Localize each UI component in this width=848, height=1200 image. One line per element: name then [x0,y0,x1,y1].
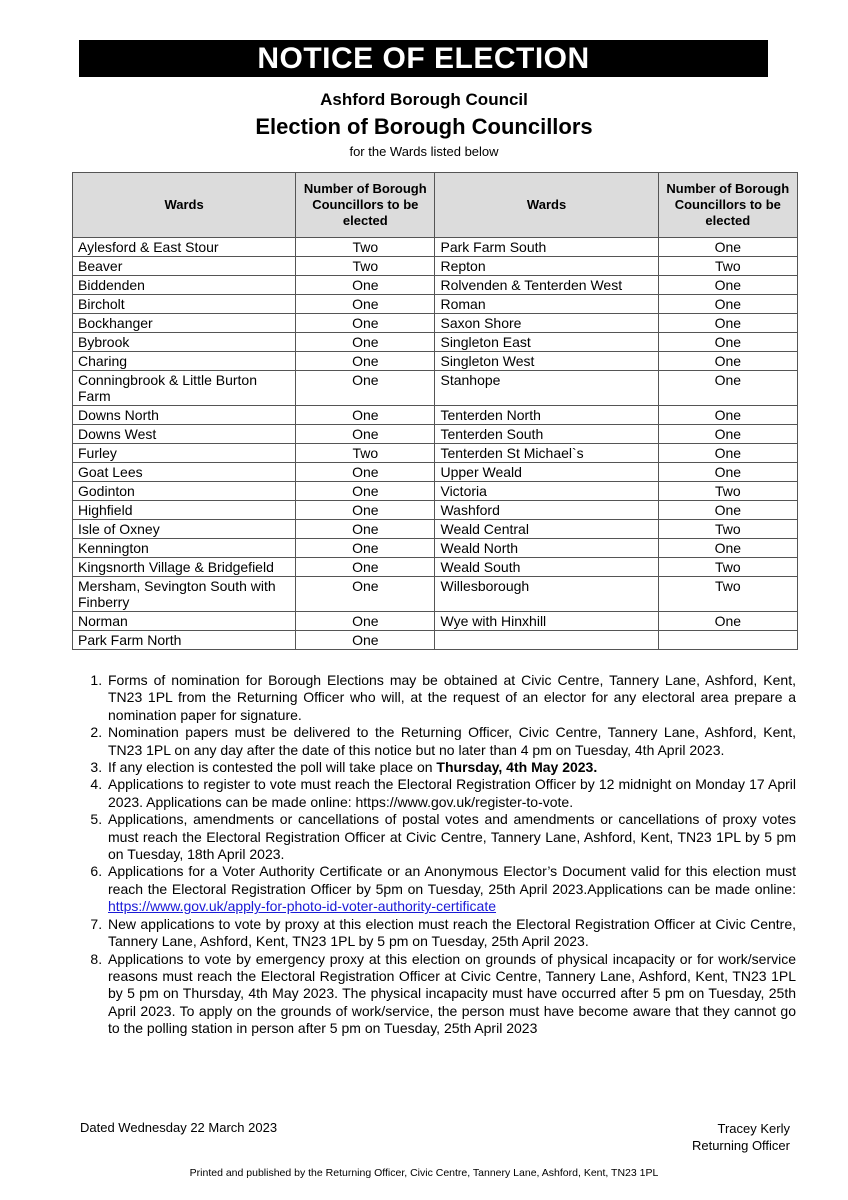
ward-name-cell: Weald North [435,539,658,558]
ward-name-cell: Kingsnorth Village & Bridgefield [73,558,296,577]
councillor-count-cell: Two [296,238,435,257]
ward-name-cell: Furley [73,444,296,463]
ward-name-cell: Conningbrook & Little Burton Farm [73,371,296,406]
ward-name-cell: Singleton East [435,333,658,352]
councillor-count-cell: One [296,352,435,371]
voter-authority-link[interactable]: https://www.gov.uk/apply-for-photo-id-voter-authority-certificate [108,898,497,915]
note-text: New applications to vote by proxy at this election must reach the Electoral Registration Officer at Civic Centre, Tannery Lane, Ashford, Kent, TN23 1PL by 5 pm on Tuesday, 25th April 2023. [108,915,796,950]
councillor-count-cell: One [296,314,435,333]
election-title: Election of Borough Councillors [255,114,593,139]
ward-name-cell: Kennington [73,539,296,558]
ward-name-cell: Saxon Shore [435,314,658,333]
ward-name-cell: Tenterden North [435,406,658,425]
councillor-count-cell: One [658,612,797,631]
ward-name-cell: Mersham, Sevington South with Finberry [73,577,296,612]
ward-name-cell: Aylesford & East Stour [73,238,296,257]
councillor-count-cell: One [296,276,435,295]
column-header: Number of Borough Councillors to be elected [296,173,435,238]
table-row [73,276,798,295]
councillor-count-cell: One [658,463,797,482]
ward-name-cell: Weald South [435,558,658,577]
table-row [73,631,798,650]
column-header: Wards [435,173,658,238]
ward-name-cell: Downs West [73,425,296,444]
table-row [73,577,798,612]
note-text: If any election is contested the poll will take place on [108,759,437,776]
councillor-count-cell: Two [296,257,435,276]
councillor-count-cell [658,631,797,650]
ward-name-cell: Wye with Hinxhill [435,612,658,631]
ward-name-cell: Godinton [73,482,296,501]
ward-name-cell: Park Farm South [435,238,658,257]
ward-name-cell: Bybrook [73,333,296,352]
councillor-count-cell: One [658,333,797,352]
ward-name-cell: Stanhope [435,371,658,406]
table-row [73,558,798,577]
table-row [73,539,798,558]
councillor-count-cell: One [658,314,797,333]
column-header: Wards [73,173,296,238]
dated-line: Dated Wednesday 22 March 2023 [80,1120,278,1135]
ward-name-cell: Goat Lees [73,463,296,482]
councillor-count-cell: One [658,501,797,520]
councillor-count-cell: Two [658,577,797,612]
councillor-count-cell: One [658,406,797,425]
note-item [106,951,796,1038]
table-row [73,371,798,406]
ward-name-cell: Tenterden St Michael`s [435,444,658,463]
ward-name-cell: Singleton West [435,352,658,371]
note-text: Nomination papers must be delivered to the Returning Officer, Civic Centre, Tannery Lane, Ashford, Kent, TN23 1PL on any day after the date of this notice but no later than 4 pm on Tuesday, 4th April 2023. [108,724,796,758]
notice-banner: NOTICE OF ELECTION [79,40,768,77]
ward-name-cell: Highfield [73,501,296,520]
table-row [73,463,798,482]
note-item [106,776,796,811]
table-row [73,612,798,631]
table-row [73,352,798,371]
councillor-count-cell: Two [658,558,797,577]
note-text: Forms of nomination for Borough Elections may be obtained at Civic Centre, Tannery Lane, Ashford, Kent, TN23 1PL from the Returning Officer who will, at the request of an elector for any electoral area prepare a nomination paper for signature. [108,672,796,723]
ward-name-cell: Bircholt [73,295,296,314]
councillor-count-cell: One [296,520,435,539]
imprint-footer: Printed and published by the Returning Officer, Civic Centre, Tannery Lane, Ashford, Kent, TN23 1PL [189,1167,659,1179]
ward-name-cell: Charing [73,352,296,371]
councillor-count-cell: One [658,276,797,295]
ward-name-cell: Washford [435,501,658,520]
councillor-count-cell: One [658,539,797,558]
signer-role: Returning Officer [691,1138,790,1153]
councillor-count-cell: Two [658,482,797,501]
note-item [106,672,796,724]
councillor-count-cell: One [658,238,797,257]
councillor-count-cell: One [658,352,797,371]
councillor-count-cell: Two [658,257,797,276]
note-item [106,916,796,951]
table-row [73,444,798,463]
table-row [73,501,798,520]
councillor-count-cell: One [296,406,435,425]
ward-name-cell: Roman [435,295,658,314]
councillor-count-cell: One [296,371,435,406]
ward-name-cell [435,631,658,650]
councillor-count-cell: One [296,612,435,631]
signer-name: Tracey Kerly [717,1121,790,1136]
subtitle: for the Wards listed below [349,144,499,159]
ward-name-cell: Biddenden [73,276,296,295]
note-text: Applications, amendments or cancellations of postal votes and amendments or cancellations of proxy votes must reach the Electoral Registration Officer at Civic Centre, Tannery Lane, Ashford, Kent, TN23 1PL by 5 pm on Tuesday, 18th April 2023. [108,811,796,863]
table-row [73,333,798,352]
ward-name-cell: Rolvenden & Tenterden West [435,276,658,295]
note-item [106,811,796,863]
councillor-count-cell: One [296,463,435,482]
ward-name-cell: Norman [73,612,296,631]
note-item [106,759,796,776]
ward-name-cell: Beaver [73,257,296,276]
table-row [73,238,798,257]
ward-name-cell: Downs North [73,406,296,425]
councillor-count-cell: One [296,631,435,650]
note-text: Applications for a Voter Authority Certificate or an Anonymous Elector’s Document valid for this election must reach the Electoral Registration Officer by 5pm on Tuesday, 25th April 2023.Applications can be made online: [108,863,796,897]
ward-name-cell: Willesborough [435,577,658,612]
councillor-count-cell: One [296,539,435,558]
notes-list [80,672,796,1038]
ward-name-cell: Weald Central [435,520,658,539]
table-body [73,238,798,650]
table-row [73,314,798,333]
councillor-count-cell: One [296,295,435,314]
table-header-row [73,173,798,238]
ward-name-cell: Park Farm North [73,631,296,650]
councillor-count-cell: One [296,558,435,577]
column-header: Number of Borough Councillors to be elected [658,173,797,238]
councillor-count-cell: One [658,371,797,406]
table-row [73,406,798,425]
councillor-count-cell: One [296,501,435,520]
table-row [73,295,798,314]
councillor-count-cell: Two [296,444,435,463]
signature-block [692,1120,790,1154]
councillor-count-cell: One [296,333,435,352]
ward-name-cell: Isle of Oxney [73,520,296,539]
table-row [73,257,798,276]
ward-name-cell: Victoria [435,482,658,501]
council-name: Ashford Borough Council [320,90,528,109]
wards-table [72,172,798,650]
councillor-count-cell: One [658,444,797,463]
ward-name-cell: Repton [435,257,658,276]
councillor-count-cell: One [658,295,797,314]
poll-date: Thursday, 4th May 2023. [436,759,598,776]
councillor-count-cell: One [296,482,435,501]
note-item [106,863,796,915]
ward-name-cell: Bockhanger [73,314,296,333]
councillor-count-cell: One [296,577,435,612]
note-item [106,724,796,759]
table-row [73,482,798,501]
councillor-count-cell: One [658,425,797,444]
councillor-count-cell: Two [658,520,797,539]
table-row [73,425,798,444]
note-text: Applications to vote by emergency proxy at this election on grounds of physical incapacity or for work/service reasons must reach the Electoral Registration Officer at Civic Centre, Tannery Lane, Ashford, Kent, TN23 1PL by 5 pm on Thursday, 4th May 2023. The physical incapacity must have occurred after 5 pm on Tuesday, 25th April 2023. To apply on the grounds of work/service, the person must have become aware that they cannot go to the polling station in person after 5 pm on Tuesday, 25th April 2023 [108,950,796,1037]
councillor-count-cell: One [296,425,435,444]
table-row [73,520,798,539]
note-text: Applications to register to vote must reach the Electoral Registration Officer by 12 midnight on Monday 17 April 2023. Applications can be made online: https://www.gov.uk/register-to-vote. [108,776,796,810]
ward-name-cell: Upper Weald [435,463,658,482]
ward-name-cell: Tenterden South [435,425,658,444]
